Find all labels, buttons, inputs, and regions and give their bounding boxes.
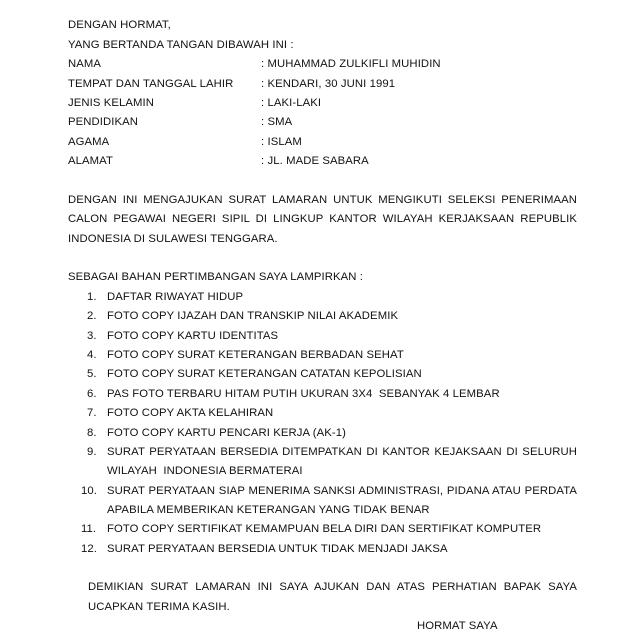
list-number: 2. [87, 310, 97, 322]
list-item: FOTO COPY KARTU PENCARI KERJA (AK-1) [107, 427, 347, 439]
field-value: : KENDARI, 30 JUNI 1991 [261, 78, 396, 90]
greeting: DENGAN HORMAT, [68, 19, 171, 31]
list-item: FOTO COPY KARTU IDENTITAS [107, 330, 279, 342]
list-number: 10. [81, 485, 98, 497]
list-number: 9. [87, 446, 97, 458]
field-value: : ISLAM [261, 136, 302, 148]
paragraph-line: DENGAN INI MENGAJUKAN SURAT LAMARAN UNTUK MENGIKUTI SELEKSI PENERIMAAN [68, 194, 577, 206]
list-number: 6. [87, 388, 97, 400]
paragraph-line: CALON PEGAWAI NEGERI SIPIL DI LINGKUP KANTOR WILAYAH KERJAKSAAN REPUBLIK [68, 213, 577, 225]
field-label: PENDIDIKAN [68, 116, 139, 128]
list-number: 1. [87, 291, 97, 303]
list-item: FOTO COPY SURAT KETERANGAN CATATAN KEPOLISIAN [107, 368, 422, 380]
closing-line: DEMIKIAN SURAT LAMARAN INI SAYA AJUKAN DAN ATAS PERHATIAN BAPAK SAYA [88, 581, 577, 593]
list-item: SURAT PERYATAAN BERSEDIA UNTUK TIDAK MENJADI JAKSA [107, 543, 448, 555]
list-item: SURAT PERYATAAN BERSEDIA DITEMPATKAN DI KANTOR KEJAKSAAN DI SELURUH [107, 446, 577, 458]
field-label: AGAMA [68, 136, 110, 148]
field-label: TEMPAT DAN TANGGAL LAHIR [68, 78, 234, 90]
closing-line: UCAPKAN TERIMA KASIH. [88, 601, 230, 613]
field-label: ALAMAT [68, 155, 113, 167]
signoff: HORMAT SAYA [417, 620, 498, 632]
list-item: SURAT PERYATAAN SIAP MENERIMA SANKSI ADMINISTRASI, PIDANA ATAU PERDATA [107, 485, 577, 497]
intro-line: YANG BERTANDA TANGAN DIBAWAH INI : [68, 39, 294, 51]
attachments-intro: SEBAGAI BAHAN PERTIMBANGAN SAYA LAMPIRKAN : [68, 271, 363, 283]
list-number: 4. [87, 349, 97, 361]
list-number: 12. [81, 543, 98, 555]
list-item: FOTO COPY SURAT KETERANGAN BERBADAN SEHAT [107, 349, 404, 361]
field-value: : SMA [261, 116, 293, 128]
paragraph-line: INDONESIA DI SULAWESI TENGGARA. [68, 233, 278, 245]
list-item: DAFTAR RIWAYAT HIDUP [107, 291, 244, 303]
list-item: FOTO COPY IJAZAH DAN TRANSKIP NILAI AKADEMIK [107, 310, 399, 322]
field-label: NAMA [68, 58, 102, 70]
list-item: FOTO COPY SERTIFIKAT KEMAMPUAN BELA DIRI DAN SERTIFIKAT KOMPUTER [107, 523, 542, 535]
list-item-continuation: APABILA MEMBERIKAN KETERANGAN YANG TIDAK BENAR [107, 504, 430, 516]
field-value: : MUHAMMAD ZULKIFLI MUHIDIN [261, 58, 441, 70]
field-value: : LAKI-LAKI [261, 97, 322, 109]
list-number: 8. [87, 427, 97, 439]
list-item-continuation: WILAYAH INDONESIA BERMATERAI [107, 465, 303, 477]
list-item: PAS FOTO TERBARU HITAM PUTIH UKURAN 3X4 SEBANYAK 4 LEMBAR [107, 388, 500, 400]
field-label: JENIS KELAMIN [68, 97, 155, 109]
list-number: 5. [87, 368, 97, 380]
list-number: 3. [87, 330, 97, 342]
list-number: 11. [81, 523, 97, 535]
list-item: FOTO COPY AKTA KELAHIRAN [107, 407, 274, 419]
list-number: 7. [87, 407, 97, 419]
field-value: : JL. MADE SABARA [261, 155, 369, 167]
